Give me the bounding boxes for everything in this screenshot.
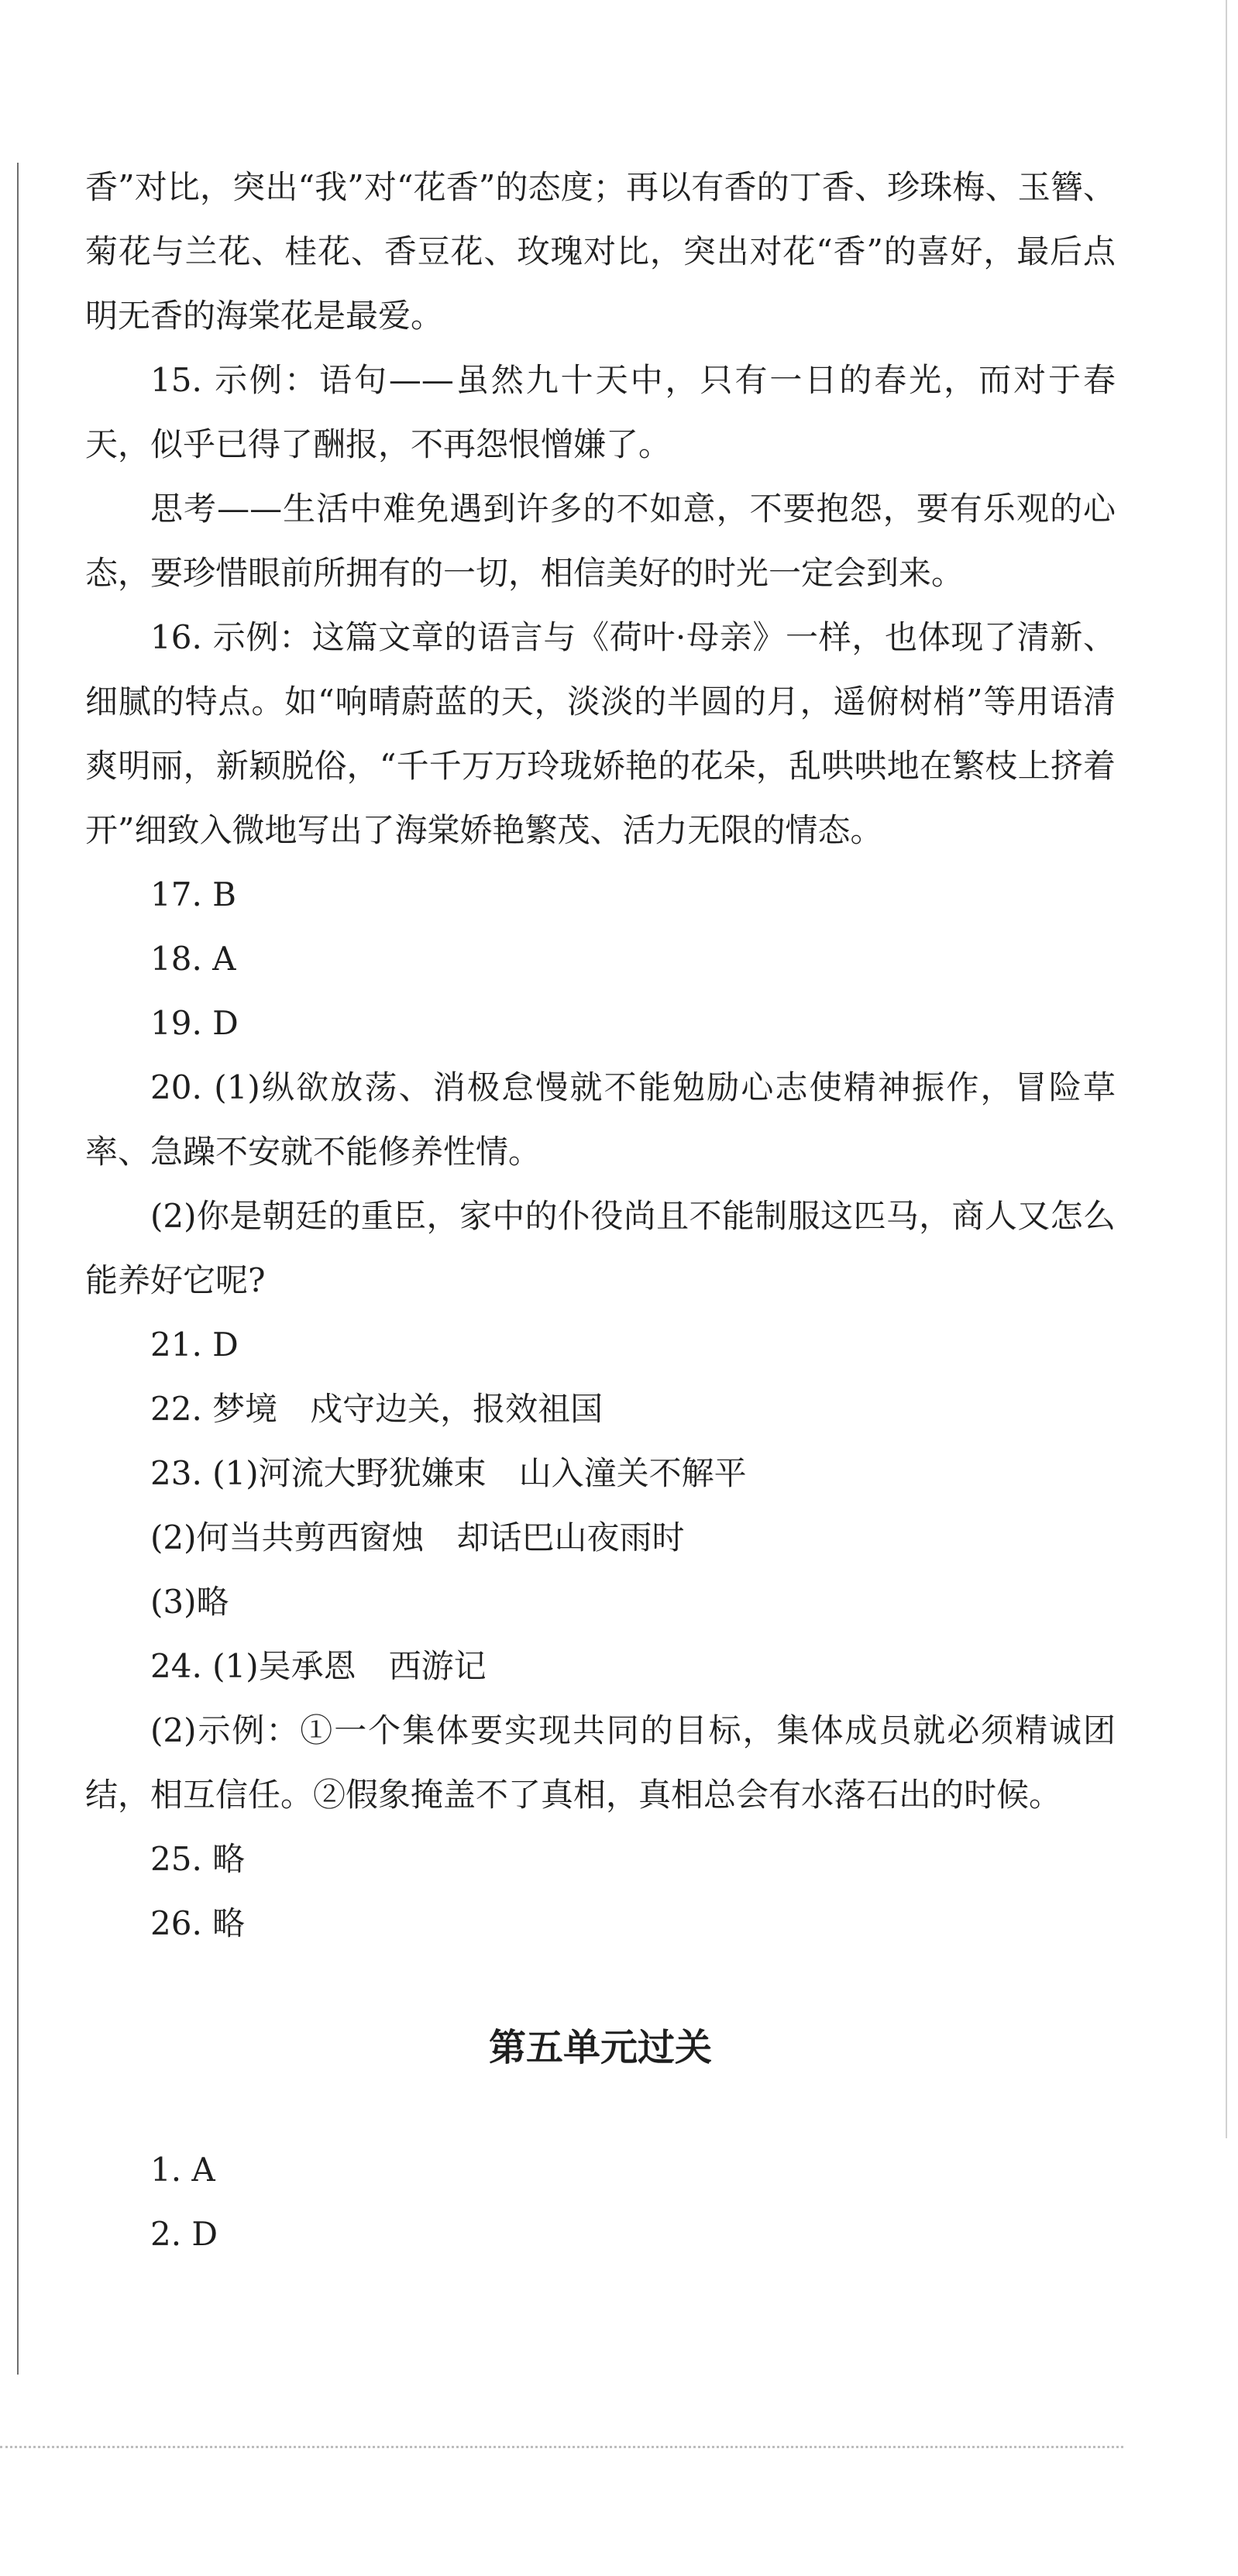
answers-after [85,2137,1116,2266]
answer-item: 18. A [150,940,236,978]
paragraph: (2)你是朝廷的重臣，家中的仆役尚且不能制服这匹马，商人又怎么能养好它呢? [85,1197,1116,1299]
answer-item: 1. A [150,2151,215,2189]
answer-item: 26. 略 [150,1904,246,1942]
answer-item: 23. (1)河流大野犹嫌束 山入潼关不解平 [150,1454,747,1492]
answer-item: 21. D [150,1326,239,1364]
answer-item: (3)略 [150,1583,229,1621]
answer-item: 2. D [150,2215,218,2253]
section-title: 第五单元过关 [488,2026,712,2069]
answers-before [85,155,1116,1955]
paragraph: 思考——生活中难免遇到许多的不如意，不要抱怨，要有乐观的心态，要珍惜眼前所拥有的一切，相信美好的时光一定会到来。 [85,490,1116,592]
answer-item: 22. 梦境 戍守边关，报效祖国 [150,1390,604,1428]
paragraph: 15. 示例：语句——虽然九十天中，只有一日的春光，而对于春天，似乎已得了酬报，不再怨恨憎嫌了。 [85,361,1116,463]
page-content [85,155,1116,2266]
paragraph: 20. (1)纵欲放荡、消极怠慢就不能勉励心志使精神振作，冒险草率、急躁不安就不能修养性情。 [85,1068,1116,1171]
paragraph: 香”对比，突出“我”对“花香”的态度；再以有香的丁香、珍珠梅、玉簪、菊花与兰花、桂花、香豆花、玫瑰对比，突出对花“香”的喜好，最后点明无香的海棠花是最爱。 [85,168,1116,335]
right-edge-rule [1226,0,1227,2138]
answer-item: (2)何当共剪西窗烛 却话巴山夜雨时 [150,1518,685,1556]
left-margin-rule [17,163,19,2375]
answer-item: 24. (1)吴承恩 西游记 [150,1647,487,1685]
bottom-dotted-divider [0,2446,1123,2448]
paragraph: 16. 示例：这篇文章的语言与《荷叶·母亲》一样，也体现了清新、细腻的特点。如“响晴蔚蓝的天，淡淡的半圆的月，遥俯树梢”等用语清爽明丽，新颖脱俗，“千千万万玲珑娇艳的花朵，乱哄哄地在繁枝上挤着开”细致入微地写出了海棠娇艳繁茂、活力无限的情态。 [85,618,1116,849]
answer-item: 19. D [150,1004,239,1042]
paragraph: (2)示例：①一个集体要实现共同的目标，集体成员就必须精诚团结，相互信任。②假象掩盖不了真相，真相总会有水落石出的时候。 [85,1711,1116,1814]
answer-item: 25. 略 [150,1840,246,1878]
answer-item: 17. B [150,875,237,913]
